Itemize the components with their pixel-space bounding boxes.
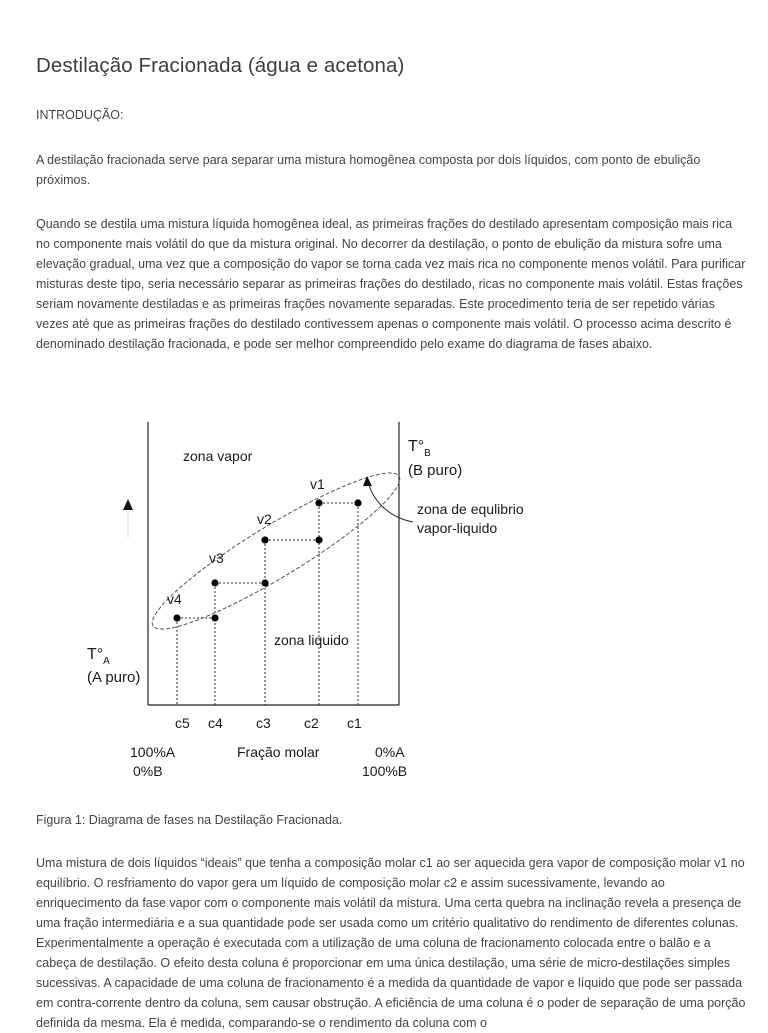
paragraph-ideal-mixture: Uma mistura de dois líquidos “ideais” que tenha a composição molar c1 ao ser aquecida gera vapor de composição molar v1 no equilíbrio. O resfriamento do vapor gera um líquido de composição molar c2 e assim sucessivamente, levando ao enriquecimento da fase vapor com o componente mais volátil da mistura. Uma certa quebra na inclinação revela a presença de uma fração intermediária e a sua quantidade pode ser usada como um critério qualitativo do rendimento de diferentes colunas. Experimentalmente a operação é executada com a utilização de uma coluna de fracionamento colocada entre o balão e a cabeça de destilação. O efeito desta coluna é proporcionar em uma única destilação, uma série de micro-destilações simples sucessivas. A capacidade de uma coluna de fracionamento é a medida da quantidade de vapor e líquido que pode ser passada em contra-corrente dentro da coluna, sem causar obstrução. A eficiência de uma coluna é o poder de separação de uma porção definida da mesma. Ela é medida, comparando-se o rendimento da coluna com o [36,856,746,1030]
left-bottom-label-2: 0%B [133,763,163,779]
label-v3: v3 [209,550,224,566]
zona-equilibrio-label-2: vapor-liquido [417,520,498,536]
point-c2-curve [315,536,322,543]
paragraph-fractional-distillation: Quando se destila uma mistura líquida homogênea ideal, as primeiras frações do destilado apresentam composição mais rica no componente mais volátil do que da mistura original. No decorrer da destilação, o ponto de ebulição da mistura sofre uma elevação gradual, uma vez que a composição do vapor se torna cada vez mais rica no componente menos volátil. Para purificar misturas deste tipo, seria necessário separar as primeiras frações do destilado, ricas no componente mais volátil. Estas frações seriam novamente destiladas e as primeiras frações novamente separadas. Este procedimento teria de ser repetido várias vezes até que as primeiras frações do destilado contivessem apenas o componente mais volátil. O processo acima descrito é denominado destilação fracionada, e pode ser melhor compreendido pelo exame do diagrama de fases abaixo. [36,217,746,351]
paragraph-intro: A destilação fracionada serve para separar uma mistura homogênea composta por dois líquidos, com ponto de ebulição próximos. [36,153,701,187]
tb-note: (B puro) [408,462,463,479]
page-title: Destilação Fracionada (água e acetona) [36,54,405,77]
zona-liquido-label: zona liquido [274,632,349,648]
composition-lines [177,503,358,705]
x-axis-label: Fração molar [237,744,320,760]
zona-equilibrio-label-1: zona de equlibrio [417,501,524,517]
point-c1-curve [354,499,361,506]
tick-c4: c4 [208,715,223,731]
point-v3 [211,579,218,586]
ta-note: (A puro) [87,669,141,686]
section-heading: INTRODUÇÃO: [36,108,124,122]
tick-c5: c5 [175,715,190,731]
tick-c2: c2 [304,715,319,731]
point-c4-curve [211,614,218,621]
tick-c3: c3 [256,715,271,731]
point-c3-curve [261,579,268,586]
right-bottom-label-1: 0%A [375,744,405,760]
zona-vapor-label: zona vapor [183,448,253,464]
point-v4 [173,614,180,621]
label-v4: v4 [167,591,182,607]
ta-label: $T^\circ_A$ [87,646,110,667]
point-v2 [261,536,268,543]
point-v1 [315,499,322,506]
phase-diagram [0,400,768,800]
label-v2: v2 [257,511,272,527]
label-v1: v1 [310,476,325,492]
right-bottom-label-2: 100%B [362,763,408,779]
tick-c1: c1 [347,715,362,731]
figure-caption: Figura 1: Diagrama de fases na Destilação Fracionada. [36,813,343,827]
temperature-arrow-icon [123,499,133,538]
tb-label: $T^\circ_B$ [408,438,431,459]
left-bottom-label-1: 100%A [130,744,176,760]
